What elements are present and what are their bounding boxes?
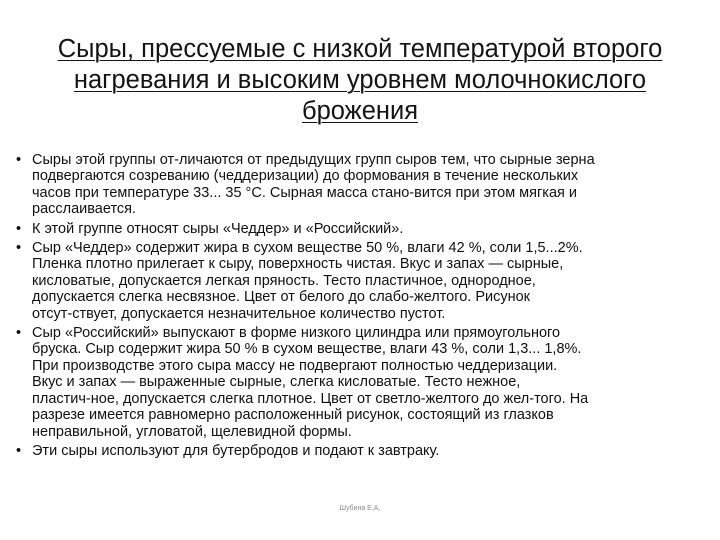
text-line: расслаивается. xyxy=(32,201,137,218)
bullet-item xyxy=(14,152,710,218)
text-line: При производстве этого сыра массу не подвергают полностью чеддеризации. xyxy=(32,357,558,374)
slide-footer: Шубина Е.А. xyxy=(339,505,381,512)
bullet-marker: • xyxy=(16,220,22,237)
bullet-marker: • xyxy=(16,240,22,257)
bullet-item xyxy=(14,240,710,322)
text-line: Пленка плотно прилегает к сыру, поверхность чистая. Вкус и запах — сырные, xyxy=(32,256,564,273)
text-line: бруска. Сыр содержит жира 50 % в сухом веществе, влаги 43 %, соли 1,3... 1,8%. xyxy=(32,341,582,358)
text-line: пластич-ное, допускается слегка плотное. Цвет от светло-желтого до жел-того. На xyxy=(32,390,589,407)
text-line: неправильной, угловатой, щелевидной формы. xyxy=(32,423,352,440)
text-line: Сыр «Чеддер» содержит жира в сухом веществе 50 %, влаги 42 %, соли 1,5...2%. xyxy=(32,240,583,257)
bullet-marker: • xyxy=(16,325,22,342)
bullet-marker: • xyxy=(16,442,22,459)
text-line: разрезе имеется равномерно расположенный рисунок, состоящий из глазков xyxy=(32,407,554,424)
text-line: Эти сыры используют для бутербродов и подают к завтраку. xyxy=(32,442,440,459)
bullet-item xyxy=(14,221,710,237)
bullet-marker: • xyxy=(16,152,22,168)
slide-title xyxy=(40,34,680,127)
text-line: кисловатые, допускается легкая пряность. Тесто пластичное, однородное, xyxy=(32,272,536,289)
text-line: Сыр «Российский» выпускают в форме низкого цилиндра или прямоугольного xyxy=(32,325,561,342)
text-line: допускается слегка несвязное. Цвет от белого до слабо-желтого. Рисунок xyxy=(32,289,531,306)
text-line: отсут-ствует, допускается незначительное количество пустот. xyxy=(32,305,446,322)
text-line: К этой группе относят сыры «Чеддер» и «Российский». xyxy=(32,220,404,237)
title-line: нагревания и высоким уровнем молочнокислого xyxy=(73,66,647,94)
text-line: часов при температуре 33... 35 °С. Сырная масса стано-вится при этом мягкая и xyxy=(32,184,578,201)
bullet-list xyxy=(14,152,710,462)
bullet-item xyxy=(14,443,710,459)
title-line: брожения xyxy=(301,97,419,125)
bullet-item xyxy=(14,325,710,440)
text-line: Сыры этой группы от-личаются от предыдущих групп сыров тем, что сырные зерна xyxy=(32,152,595,168)
text-line: Вкус и запах — выраженные сырные, слегка кисловатые. Тесто нежное, xyxy=(32,374,521,391)
text-line: подвергаются созреванию (чеддеризации) до формования в течение нескольких xyxy=(32,168,579,185)
title-line: Сыры, прессуемые с низкой температурой второго xyxy=(57,35,663,63)
